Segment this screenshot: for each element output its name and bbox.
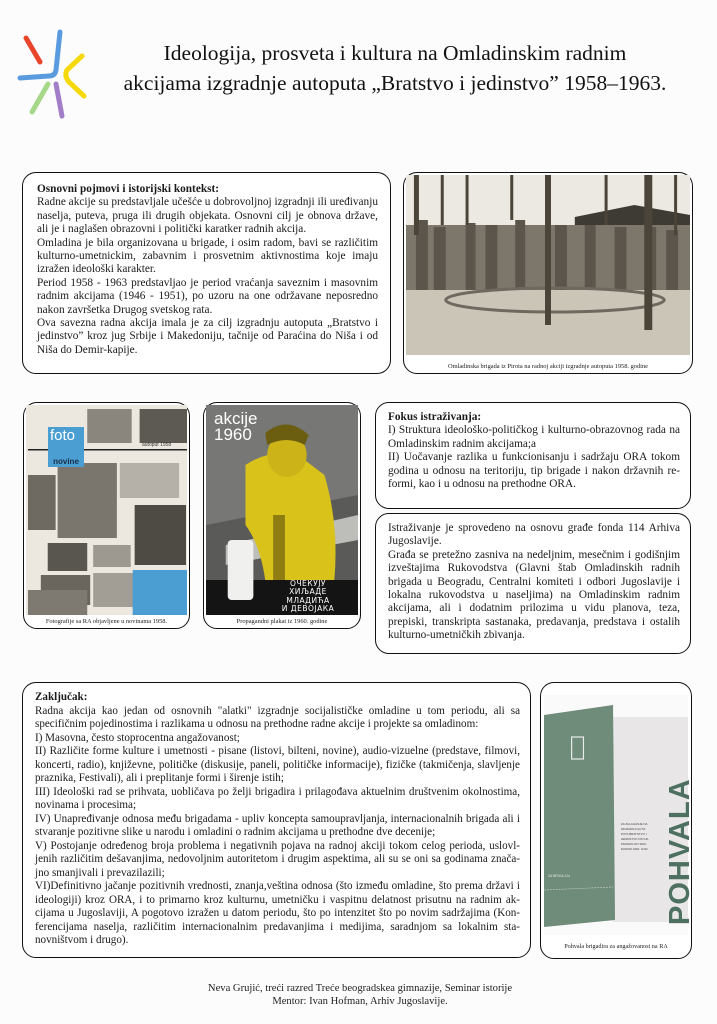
certificate-photo-card — [540, 682, 696, 959]
svg-text:PADNOG DO SRO-: PADNOG DO SRO- — [620, 841, 647, 847]
poster-top-word: akcije — [214, 409, 258, 428]
research-box — [375, 513, 691, 654]
slogan-line: ОЧЕКУЈУ — [290, 579, 326, 588]
footer-mentor: Mentor: Ivan Hofman, Arhiv Jugoslavije. — [272, 996, 448, 1007]
brigade-photo-caption: Omladinska brigada iz Pirota na radnoj akciji izgradnje autoputa 1958. godine — [447, 363, 648, 370]
poster-title — [214, 411, 257, 443]
slogan-line: ХИЉАДЕ — [289, 587, 327, 597]
research-paragraph: Građa se pretežno zasniva na nedeljnim, mesečnim i godišnjim izveštajima Rukovodstva (Glavni štab Omladinskih radnih brigada u Beogradu, Centralni komiteti i odbori Jugoslavije i lokalna rukovodstva u naseljima) na Omladinskim radnim akcijama, ali i dodatnim prilozima u vidu planova, teza, prepiski, transkripta sastanaka, predavanja, predstava i ostalih kulturno-umetničkih zbivanja. — [388, 548, 680, 642]
poster-top-year: 1960 — [214, 425, 252, 444]
conclusion-box — [22, 682, 531, 958]
logo-green-stroke — [32, 84, 48, 112]
page-title — [80, 38, 710, 98]
newspaper-photo — [26, 405, 187, 615]
conclusion-item: V) Postojanje određenog broja problema i negativnih pojava na radnoj akciji tokom celog perioda, uslovljenih različitim dešavanjima, nedovoljnim autoritetom i drugim aspektima, ali su se oni sa godinama značajno smanjivali i prevazilazili; — [35, 839, 520, 879]
certificate-big-word: POHVALA — [664, 778, 696, 925]
newspaper-photo-card — [23, 402, 190, 629]
conclusion-item: III) Ideološki rad se prihvata, uobličava po želji brigadira i prilagođava aktuelnim društvenim okolnostima, novinama i procesima; — [35, 785, 520, 811]
slogan-line: И ДЕВОЈАКА — [281, 604, 335, 614]
title-line-2: akcijama izgradnje autoputa „Bratstvo i jedinstvo” 1958–1963. — [123, 71, 667, 95]
focus-box — [375, 402, 691, 509]
svg-text:ZA BRIGA-CU: ZA BRIGA-CU — [547, 873, 570, 879]
conclusion-item: II) Različite forme kulture i umetnosti - pisane (listovi, bilteni, novine), audio-vizuelne (predstave, filmovi, koncerti, radio), književne, političke (diskusije, paneli, političke informacije), fizičke (takmičenja, slavljenje praznika, Festivali), ali i preplitanje formi i širenje istih; — [35, 745, 520, 784]
svg-text:IZGRADNJI AUTO-: IZGRADNJI AUTO- — [620, 826, 647, 832]
certificate-photo-caption: Pohvala brigadira za angažovanost na RA — [564, 943, 668, 950]
context-paragraph: Omladina je bila organizovana u brigade, i osim radom, bavi se različitim kulturno-umetnickim, zabavnim i prosvetnim aktivnostima koje imaju izražen ideološki karakter. — [37, 236, 378, 276]
slogan-line: МЛАДИЋА — [286, 595, 330, 605]
poster-photo — [206, 405, 358, 615]
conclusion-item: IV) Unapređivanje odnosa među brigadama - upliv koncepta samoupravljanja, internacionalnih brigada ali i stvaranje pozitivne slike u narodu i omladini o radnim akcijama u prethodne dve decenije; — [35, 812, 520, 838]
focus-heading: Fokus istraživanja: — [388, 411, 482, 423]
brigade-photo-card — [403, 172, 693, 374]
context-paragraph: Radne akcije su predstavljale učešće u dobrovoljnoj izgradnji ili uređivanju naselja, puteva, pruga ili drugih objekata. Osnovni cilj je obnova države, ali je i naglašen obrazovni i politički karatker radnih akcija. — [37, 196, 378, 236]
masthead-foto: foto — [50, 427, 76, 444]
logo-purple-stroke — [56, 84, 62, 116]
brigade-photo — [406, 175, 690, 355]
context-box — [22, 172, 391, 374]
context-paragraph: Period 1958 - 1963 predstavljao je period vraćanja saveznim i masovnim radnim akcijama (1946 - 1951), po uzoru na one održavane neposredno nakon završetka Drugog svetskog rata. — [37, 276, 378, 316]
context-paragraph: Ova savezna radna akcija imala je za cilj izgradnju autoputa „Bratstvo i jedinstvo” kroz jug Srbije i Makedoniju, tačnije od Paraćina do Niša i od Niša do Demir-kapije. — [37, 317, 378, 356]
conclusion-heading: Zaključak: — [35, 691, 88, 703]
svg-text:JEDINSTVO OD GR-: JEDINSTVO OD GR- — [620, 836, 649, 842]
svg-text:DANOM 1962. GOD.: DANOM 1962. GOD. — [620, 846, 649, 852]
footer-author: Neva Grujić, treći razred Treće beogradskea gimnazije, Seminar istorije — [207, 983, 513, 994]
title-line-1: Ideologija, prosveta i kultura na Omladinskim radnim — [163, 41, 627, 65]
svg-text:ZA ZALAGANJE NA: ZA ZALAGANJE NA — [620, 821, 648, 827]
footer — [100, 982, 620, 1008]
poster-slogan — [260, 580, 356, 614]
newspaper-masthead — [48, 427, 84, 457]
poster-photo-card — [203, 402, 361, 629]
focus-item: I) Struktura ideološko-političkog i kulturno-obrazovnog rada na Omladinskim radnim akcijama;a — [388, 424, 680, 450]
newspaper-subtitle: autoput 1958 — [142, 442, 172, 448]
newspaper-photo-caption: Fotografije sa RA objavljene u novinama 1958. — [45, 618, 168, 625]
certificate-photo — [544, 695, 696, 935]
focus-item: II) Uočavanje razlika u funkcionisanju i sadržaju ORA tokom godina u odnosu na teritoriju, tip brigade i nakon državnih reformi, kao i u odnosu na prethodne ORA. — [388, 451, 680, 491]
poster-photo-caption: Propagandni plakat iz 1960. godine — [236, 618, 328, 625]
svg-text:PUTA BRATSTVO I: PUTA BRATSTVO I — [620, 831, 647, 837]
logo-red-stroke — [26, 38, 40, 62]
conclusion-item: VI)Definitivno jačanje pozitivnih vrednosti, znanja,veština odnosa (što između omladine, što prema državi i ideologiji) kroz ORA, i to primarno kroz kulturnu, umetničku i vaspitnu delatnost prisutnu na radnim akcijama u Jugoslaviji, A pogotovo izražen u datom periodu, što po intenzitet što po novim sadržajima (Konferencijama naselja, različitim internacionalnim predavanjima i medijima, saradnjom sa lokalnim stanovništvom i drugo). — [35, 880, 520, 946]
masthead-novine: novine — [48, 457, 84, 467]
context-heading: Osnovni pojmovi i istorijski kontekst: — [37, 183, 220, 195]
conclusion-item: I) Masovna, često stoprocentna angažovanost; — [35, 731, 240, 744]
starburst-logo-icon — [12, 26, 82, 116]
research-paragraph: Istraživanje je sprovedeno na osnovu građe fonda 114 Arhiva Jugoslavije. — [388, 522, 680, 548]
conclusion-paragraph: Radna akcija kao jedan od osnovnih "alatki" izgradnje socijalističke omladine u tom periodu, ali sa specifičnim pojedinostima i razlikama u odnosu na prethodne radne akcije i projekte sa omladinom: — [35, 704, 520, 730]
